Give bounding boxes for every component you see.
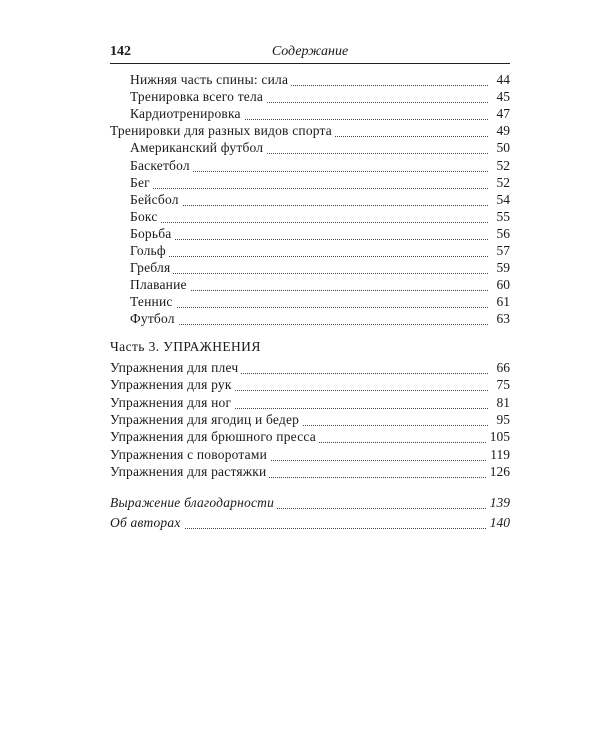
toc-entry-label: Баскетбол: [130, 157, 193, 175]
toc-entry-label: Гольф: [130, 242, 169, 260]
toc-entry-label: Плавание: [130, 276, 190, 294]
toc-entry-label: Американский футбол: [130, 139, 266, 157]
toc-entry-label: Упражнения для брюшного пресса: [110, 428, 319, 446]
toc-entry-label: Борьба: [130, 225, 174, 243]
toc-entry-label: Тренировка всего тела: [130, 88, 266, 106]
toc-entry-label: Бокс: [130, 208, 161, 226]
header-rule: [110, 63, 510, 64]
toc-entry: [0, 310, 600, 328]
toc-entry-page: 44: [494, 71, 511, 89]
toc-entry-page: 63: [494, 310, 511, 328]
toc-entry-page: 49: [494, 122, 511, 140]
toc-entry-page: 45: [494, 88, 511, 106]
toc-entry-page: 47: [494, 105, 511, 123]
toc-entry-page: 66: [494, 359, 511, 377]
part3-heading: Часть 3. УПРАЖНЕНИЯ: [110, 339, 261, 354]
toc-entry-page: 61: [494, 293, 511, 311]
toc-entry-label: Бег: [130, 174, 153, 192]
toc-entry-page: 55: [494, 208, 511, 226]
toc-entry-page: 139: [487, 494, 510, 512]
toc-entry-label: Выражение благодарности: [110, 494, 277, 512]
toc-entry-page: 57: [494, 242, 511, 260]
toc-entry: [0, 514, 600, 532]
toc-entry-label: Теннис: [130, 293, 176, 311]
toc-entry-page: 95: [494, 411, 511, 429]
toc-entry-label: Упражнения для растяжки: [110, 463, 269, 481]
toc-entry-page: 59: [494, 259, 511, 277]
toc-entry-page: 75: [494, 376, 511, 394]
toc-entry-label: Упражнения для рук: [110, 376, 235, 394]
toc-entry-label: Упражнения для ног: [110, 394, 234, 412]
running-title: Содержание: [271, 44, 349, 59]
toc-entry-page: 119: [487, 446, 510, 464]
toc-entry-label: Гребля: [130, 259, 173, 277]
toc-entry-page: 105: [487, 428, 510, 446]
toc-entry-label: Упражнения для ягодиц и бедер: [110, 411, 302, 429]
toc-entry-page: 52: [494, 157, 511, 175]
toc-entry-page: 54: [494, 191, 511, 209]
dot-leader: [130, 306, 488, 325]
toc-entry-page: 60: [494, 276, 511, 294]
toc-entry-label: Нижняя часть спины: сила: [130, 71, 291, 89]
toc-entry-label: Тренировки для разных видов спорта: [110, 122, 335, 140]
toc-entry-page: 56: [494, 225, 511, 243]
page-number: 142: [110, 44, 131, 59]
toc-entry-label: Футбол: [130, 310, 178, 328]
toc-entry-page: 126: [487, 463, 510, 481]
toc-entry-label: Упражнения с поворотами: [110, 446, 270, 464]
toc-entry-label: Упражнения для плеч: [110, 359, 241, 377]
toc-entry-page: 81: [494, 394, 511, 412]
toc-entry-label: Об авторах: [110, 514, 184, 532]
toc-entry-label: Бейсбол: [130, 191, 182, 209]
toc-entry: [0, 463, 600, 481]
toc-entry-label: Кардиотренировка: [130, 105, 244, 123]
toc-entry-page: 50: [494, 139, 511, 157]
toc-entry-page: 140: [487, 514, 510, 532]
toc-entry-page: 52: [494, 174, 511, 192]
